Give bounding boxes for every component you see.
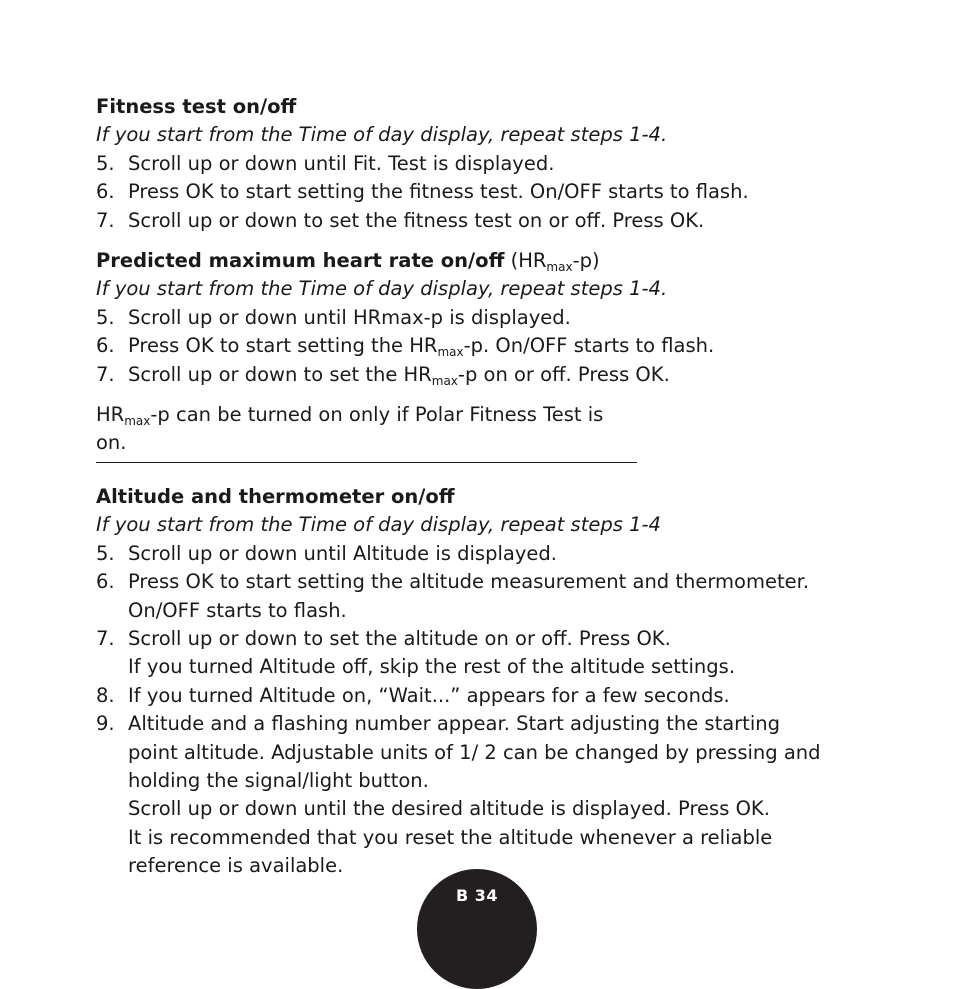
step-text: [128, 361, 836, 389]
step-item: [96, 568, 836, 625]
section-intro: If you start from the Time of day display, repeat steps 1-4: [96, 513, 661, 537]
spacer: [96, 463, 836, 483]
step-number: 5.: [96, 541, 115, 565]
step-number: 7.: [96, 626, 115, 650]
hrmax-note: [96, 401, 637, 463]
step-item: [96, 625, 836, 682]
step-number: 9.: [96, 712, 115, 736]
step-line: Scroll up or down until the desired altitude is displayed. Press OK.: [128, 797, 770, 821]
heading-suffix: [510, 249, 600, 275]
step-item: [96, 361, 836, 389]
step-list: [96, 150, 836, 235]
step-line: If you turned Altitude off, skip the rest of the altitude settings.: [128, 655, 736, 679]
step-item: [96, 710, 836, 880]
step-line: point altitude. Adjustable units of 1/ 2 can be changed by pressing and: [128, 740, 821, 764]
altitude-section: [96, 483, 836, 881]
step-text: [128, 625, 836, 682]
heading-suffix-pre: (HR: [510, 249, 547, 273]
note-post: -p can be turned on only if Polar Fitness Test is on.: [96, 403, 604, 455]
section-heading-line: [96, 247, 836, 275]
step-text: Scroll up or down to set the fitness test on or off. Press OK.: [128, 208, 705, 232]
step-text: [128, 568, 836, 625]
step-line: Altitude and a flashing number appear. Start adjusting the starting: [128, 712, 780, 736]
section-heading: Predicted maximum heart rate on/off: [96, 249, 505, 273]
fitness-test-section: [96, 93, 836, 235]
step-item: [96, 540, 836, 568]
step-item: [96, 150, 836, 178]
step-text-sub: max: [431, 373, 458, 388]
step-line: Press OK to start setting the altitude measurement and thermometer.: [128, 570, 810, 594]
step-text: Press OK to start setting the fitness test. On/OFF starts to flash.: [128, 180, 749, 204]
step-list: [96, 540, 836, 881]
step-text: [128, 332, 836, 360]
step-number: 6.: [96, 180, 115, 204]
step-number: 5.: [96, 151, 115, 175]
step-line: Scroll up or down until Altitude is displayed.: [128, 541, 557, 565]
step-item: [96, 304, 836, 332]
step-number: 8.: [96, 683, 115, 707]
step-text: [128, 682, 836, 710]
step-line: reference is available.: [128, 854, 344, 878]
step-text-sub: max: [437, 345, 464, 360]
step-item: [96, 682, 836, 710]
step-item: [96, 178, 836, 206]
step-item: [96, 207, 836, 235]
step-text-pre: Press OK to start setting the HR: [128, 334, 438, 358]
page-number: B 34: [455, 886, 499, 905]
section-heading: Fitness test on/off: [96, 95, 297, 118]
step-number: 7.: [96, 362, 115, 386]
heading-suffix-post: -p): [572, 249, 600, 273]
step-line: If you turned Altitude on, “Wait...” appears for a few seconds.: [128, 683, 730, 707]
step-number: 6.: [96, 334, 115, 358]
step-number: 7.: [96, 208, 115, 232]
step-text-pre: Scroll up or down to set the HR: [128, 362, 432, 386]
step-number: 5.: [96, 305, 115, 329]
manual-page-content: [96, 93, 836, 881]
step-list: [96, 304, 836, 389]
heading-suffix-sub: max: [546, 260, 573, 275]
spacer: [96, 389, 836, 401]
step-text: Scroll up or down until HRmax-p is displayed.: [128, 305, 571, 329]
step-text: [128, 540, 836, 568]
step-text: Scroll up or down until Fit. Test is displayed.: [128, 151, 555, 175]
step-text: [128, 710, 836, 880]
step-line: Scroll up or down to set the altitude on or off. Press OK.: [128, 626, 671, 650]
step-text-post: -p on or off. Press OK.: [457, 362, 670, 386]
section-heading: Altitude and thermometer on/off: [96, 484, 455, 508]
page-number-tab: [417, 869, 537, 989]
note-pre: HR: [96, 403, 125, 427]
step-line: It is recommended that you reset the altitude whenever a reliable: [128, 825, 773, 849]
note-sub: max: [124, 414, 151, 429]
step-line: On/OFF starts to flash.: [128, 598, 347, 622]
step-number: 6.: [96, 570, 115, 594]
step-item: [96, 332, 836, 360]
step-text-post: -p. On/OFF starts to flash.: [463, 334, 715, 358]
step-line: holding the signal/light button.: [128, 768, 429, 792]
section-intro: If you start from the Time of day display, repeat steps 1-4.: [96, 277, 668, 301]
section-intro: If you start from the Time of day display, repeat steps 1-4.: [96, 123, 668, 147]
spacer: [96, 235, 836, 247]
hrmax-section: [96, 247, 836, 463]
